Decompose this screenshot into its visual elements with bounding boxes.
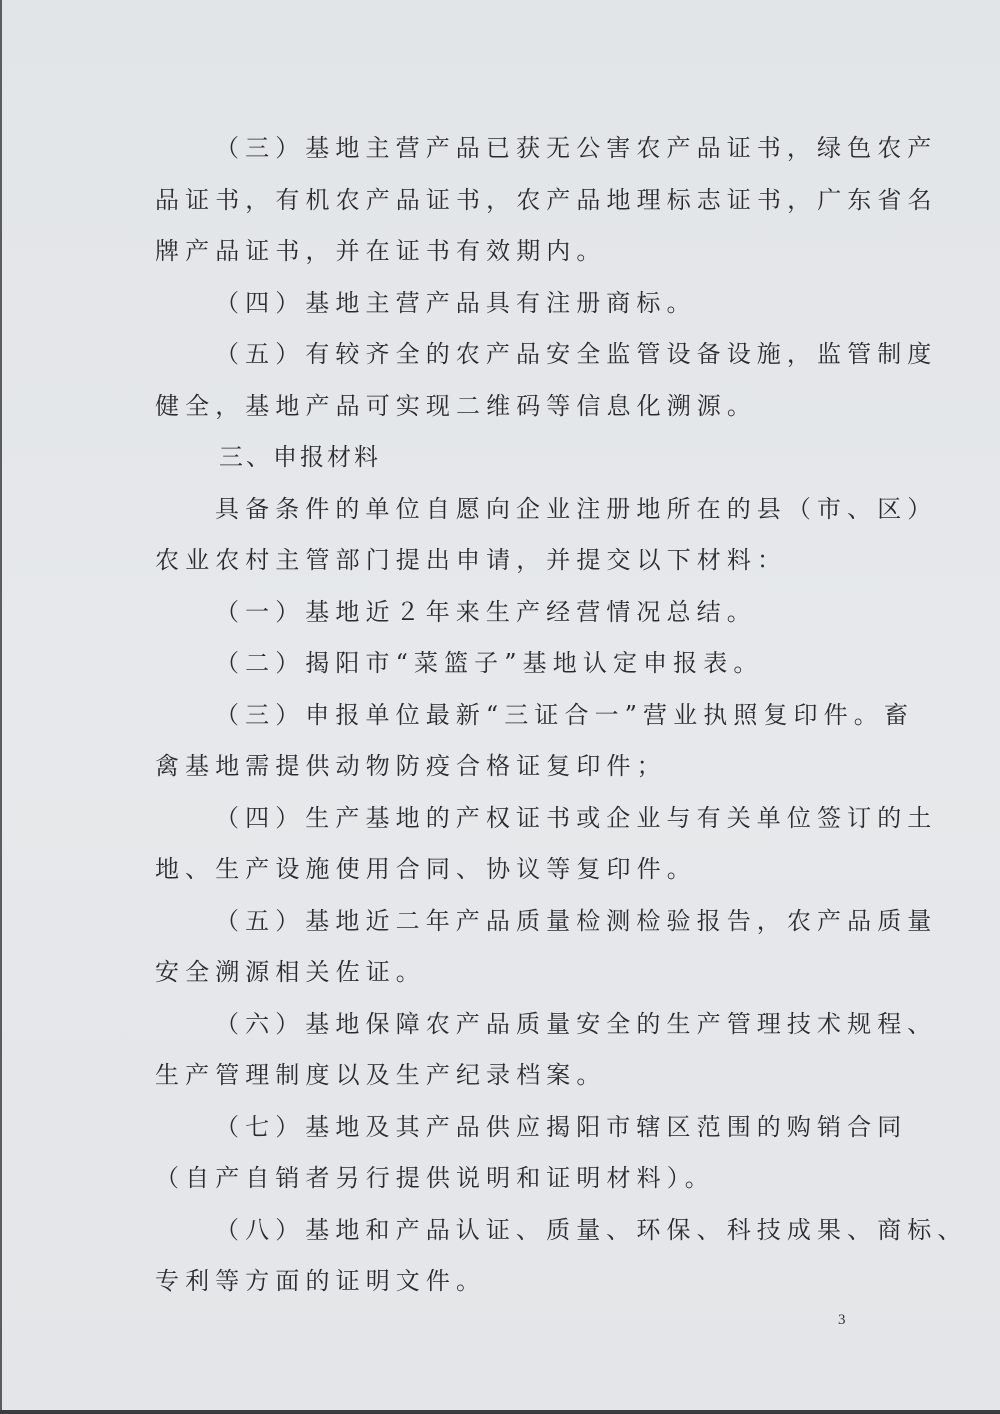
scan-edge-bottom xyxy=(0,1410,1000,1414)
list-item: （四）生产基地的产权证书或企业与有关单位签订的土 xyxy=(215,803,938,832)
document-body xyxy=(155,128,968,1313)
list-item-continuation: 生产管理制度以及生产纪录档案。 xyxy=(155,1061,607,1089)
list-item: （一）基地近２年来生产经营情况总结。 xyxy=(215,597,757,626)
list-item: （八）基地和产品认证、质量、环保、科技成果、商标、 xyxy=(215,1215,968,1244)
list-item-continuation: 安全溯源相关佐证。 xyxy=(155,958,426,986)
text-line: 品证书，有机农产品证书，农产品地理标志证书，广东省名 xyxy=(155,185,938,214)
list-item-continuation: 地、生产设施使用合同、协议等复印件。 xyxy=(155,855,697,883)
text-line: （五）有较齐全的农产品安全监管设备设施，监管制度 xyxy=(215,340,938,368)
list-item: （三）申报单位最新“三证合一”营业执照复印件。畜 xyxy=(215,700,914,729)
list-item: （七）基地及其产品供应揭阳市辖区范围的购销合同 xyxy=(215,1112,908,1141)
text-line: 具备条件的单位自愿向企业注册地所在的县（市、区） xyxy=(215,494,938,523)
list-item-continuation: 专利等方面的证明文件。 xyxy=(155,1267,487,1295)
list-item: （六）基地保障农产品质量安全的生产管理技术规程、 xyxy=(215,1009,938,1038)
text-line: （三）基地主营产品已获无公害农产品证书，绿色农产 xyxy=(215,134,938,162)
text-line: 农业农村主管部门提出申请，并提交以下材料： xyxy=(155,546,788,574)
list-item: （二）揭阳市“菜篮子”基地认定申报表。 xyxy=(215,649,764,677)
list-item-continuation: （自产自销者另行提供说明和证明材料）。 xyxy=(155,1164,715,1192)
list-item: （五）基地近二年产品质量检测检验报告，农产品质量 xyxy=(215,906,938,935)
page-number: 3 xyxy=(838,1312,846,1328)
list-item-continuation: 禽基地需提供动物防疫合格证复印件； xyxy=(155,752,667,780)
text-line: （四）基地主营产品具有注册商标。 xyxy=(215,288,697,317)
text-line: 健全，基地产品可实现二维码等信息化溯源。 xyxy=(155,391,757,420)
scan-edge-left xyxy=(0,0,2,1414)
section-heading: 三、申报材料 xyxy=(219,443,381,471)
text-line: 牌产品证书，并在证书有效期内。 xyxy=(155,237,607,265)
